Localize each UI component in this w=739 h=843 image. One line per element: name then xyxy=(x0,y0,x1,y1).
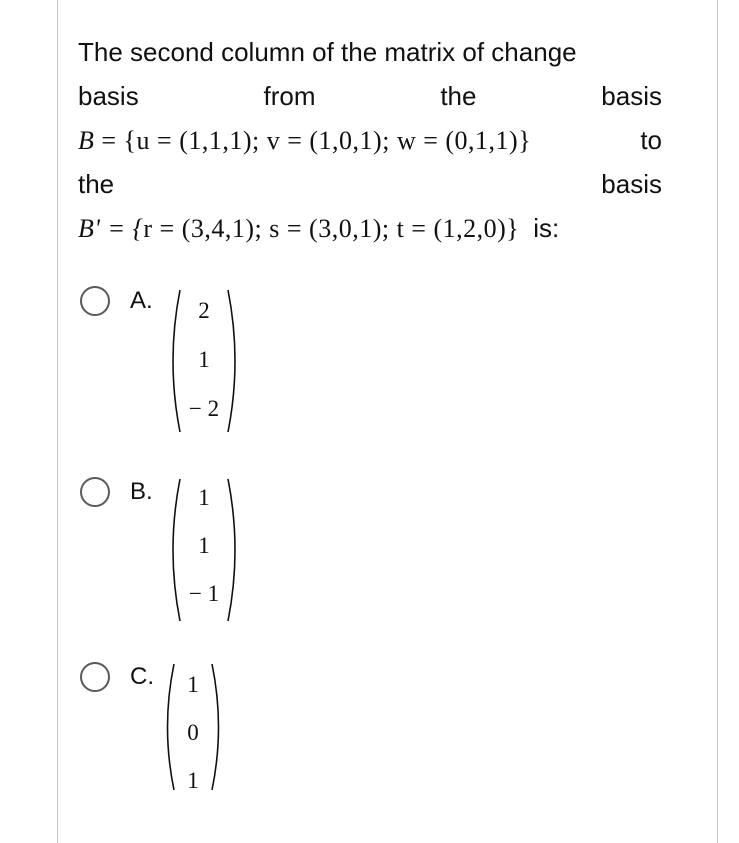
question-line-2 xyxy=(78,74,662,118)
word-from: from xyxy=(263,81,316,111)
basis-b-prime-symbol: B' = { xyxy=(78,214,144,243)
option-a-entry-1: 2 xyxy=(198,298,210,323)
option-a-entry-2: 1 xyxy=(198,347,210,372)
option-a-label: A. xyxy=(130,287,153,314)
option-c-entry-1: 1 xyxy=(187,672,199,697)
word-to: to xyxy=(640,125,662,155)
question-line-4 xyxy=(78,162,662,206)
option-c-entry-2: 0 xyxy=(187,720,199,745)
option-a-entry-3: − 2 xyxy=(188,396,220,421)
basis-b-definition xyxy=(78,119,531,163)
question-text xyxy=(78,30,662,250)
word-basis-1: basis xyxy=(78,81,139,111)
option-c-entry-3: 1 xyxy=(187,768,199,793)
basis-b-prime-vectors: r = (3,4,1); s = (3,0,1); t = (1,2,0)} xyxy=(143,214,520,243)
option-b-radio[interactable] xyxy=(80,477,110,507)
question-line-1-text: The second column of the matrix of change xyxy=(78,37,577,67)
word-is: is: xyxy=(533,213,560,243)
basis-b-prime-definition xyxy=(78,207,519,251)
option-b-entry-3: − 1 xyxy=(188,581,220,606)
word-the-1: the xyxy=(440,81,477,111)
word-the-2: the xyxy=(78,169,115,199)
option-c-label: C. xyxy=(130,663,154,690)
word-basis-3: basis xyxy=(601,169,662,199)
basis-b-vectors: = {u = (1,1,1); v = (1,0,1); w = (0,1,1)} xyxy=(94,126,532,155)
question-line-3 xyxy=(78,118,662,162)
basis-b-symbol: B xyxy=(78,126,95,155)
option-a-radio[interactable] xyxy=(80,286,110,316)
option-b-label: B. xyxy=(130,478,153,505)
word-basis-2: basis xyxy=(601,81,662,111)
question-line-5 xyxy=(78,206,662,250)
option-b-entry-1: 1 xyxy=(198,485,210,510)
option-b-entry-2: 1 xyxy=(198,533,210,558)
question-line-1 xyxy=(78,30,662,74)
option-c-radio[interactable] xyxy=(80,662,110,692)
